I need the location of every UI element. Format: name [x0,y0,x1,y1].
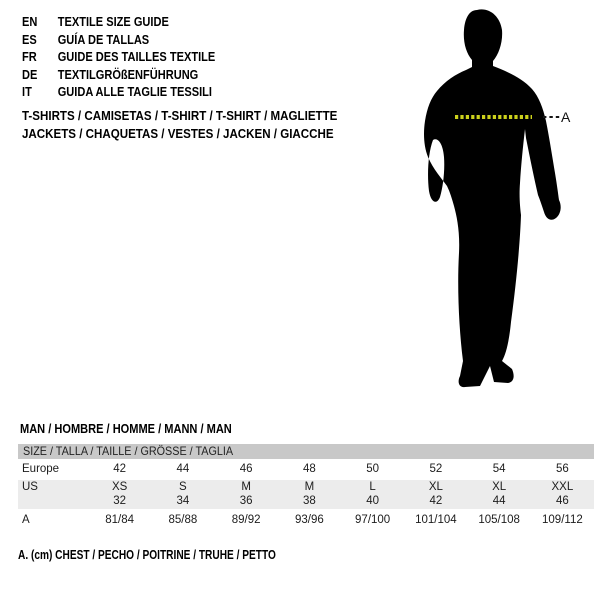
table-cell: 42 [429,495,443,507]
table-cell: 46 [239,463,253,475]
table-row-us [18,480,594,494]
language-code: IT [22,84,32,99]
row-label: A [22,514,30,526]
table-cell: 48 [302,463,316,475]
table-cell: 56 [555,463,569,475]
table-cell: M [304,481,315,493]
table-cell: XS [111,481,128,493]
measurement-label-a: A [561,109,571,125]
row-label [18,494,88,509]
language-row [22,83,215,101]
table-cell: 34 [176,495,190,507]
table-cell: M [241,481,251,493]
table-cell: 42 [113,463,127,475]
language-row [22,48,215,66]
size-table [18,444,594,529]
man-silhouette [420,9,571,397]
language-row [22,13,215,31]
table-cell: 101/104 [415,514,457,526]
row-label: Europe [22,463,60,475]
table-cell: 85/88 [168,514,198,526]
table-cell: 93/96 [294,514,324,526]
table-cell: 36 [239,495,253,507]
language-label: TEXTILE SIZE GUIDE [57,14,169,29]
table-cell: 44 [492,495,506,507]
table-cell: XL [428,481,443,493]
man-silhouette-path [424,9,561,387]
language-label: GUÍA DE TALLAS [57,31,150,47]
category-line-tshirts: T-SHIRTS / CAMISETAS / T-SHIRT / T-SHIRT / MAGLIETTE [22,108,338,123]
table-cell: S [179,481,187,493]
language-label: GUIDE DES TAILLES TEXTILE [57,49,216,64]
section-heading: MAN / HOMBRE / HOMME / MANN / MAN [20,421,232,436]
garment-categories [22,107,337,143]
table-row-europe [18,459,594,480]
language-code: ES [22,31,37,47]
table-cell: 54 [492,463,506,475]
language-label: TEXTILGRÖßENFÜHRUNG [57,66,199,82]
table-cell: 32 [113,495,127,507]
language-code: DE [22,66,38,82]
table-cell: 50 [366,463,380,475]
measurement-footnote: A. (cm) CHEST / PECHO / POITRINE / TRUHE / PETTO [18,547,276,562]
table-cell: 44 [176,463,190,475]
table-cell: 97/100 [355,514,391,526]
language-row [22,31,215,49]
table-cell: L [369,481,376,493]
row-label: US [22,481,38,493]
table-cell: 40 [366,495,380,507]
table-cell: 38 [302,495,316,507]
table-cell: 105/108 [478,514,520,526]
language-code: EN [22,14,38,29]
language-label: GUIDA ALLE TAGLIE TESSILI [57,84,213,99]
language-row [22,66,215,84]
table-row-us-numeric [18,494,594,509]
table-cell: 109/112 [542,514,583,526]
size-table-header-label: SIZE / TALLA / TAILLE / GRÖSSE / TAGLIA [23,444,234,458]
table-cell: 89/92 [231,514,261,526]
table-cell: XXL [551,481,574,493]
language-guide [22,13,215,101]
table-row-chest-a [18,509,594,529]
language-code: FR [22,49,37,64]
table-cell: 52 [429,463,443,475]
size-table-header [18,444,594,459]
table-cell: 81/84 [105,514,135,526]
category-line-jackets: JACKETS / CHAQUETAS / VESTES / JACKEN / GIACCHE [22,126,334,141]
table-cell: XL [492,481,507,493]
table-cell: 46 [555,495,569,507]
